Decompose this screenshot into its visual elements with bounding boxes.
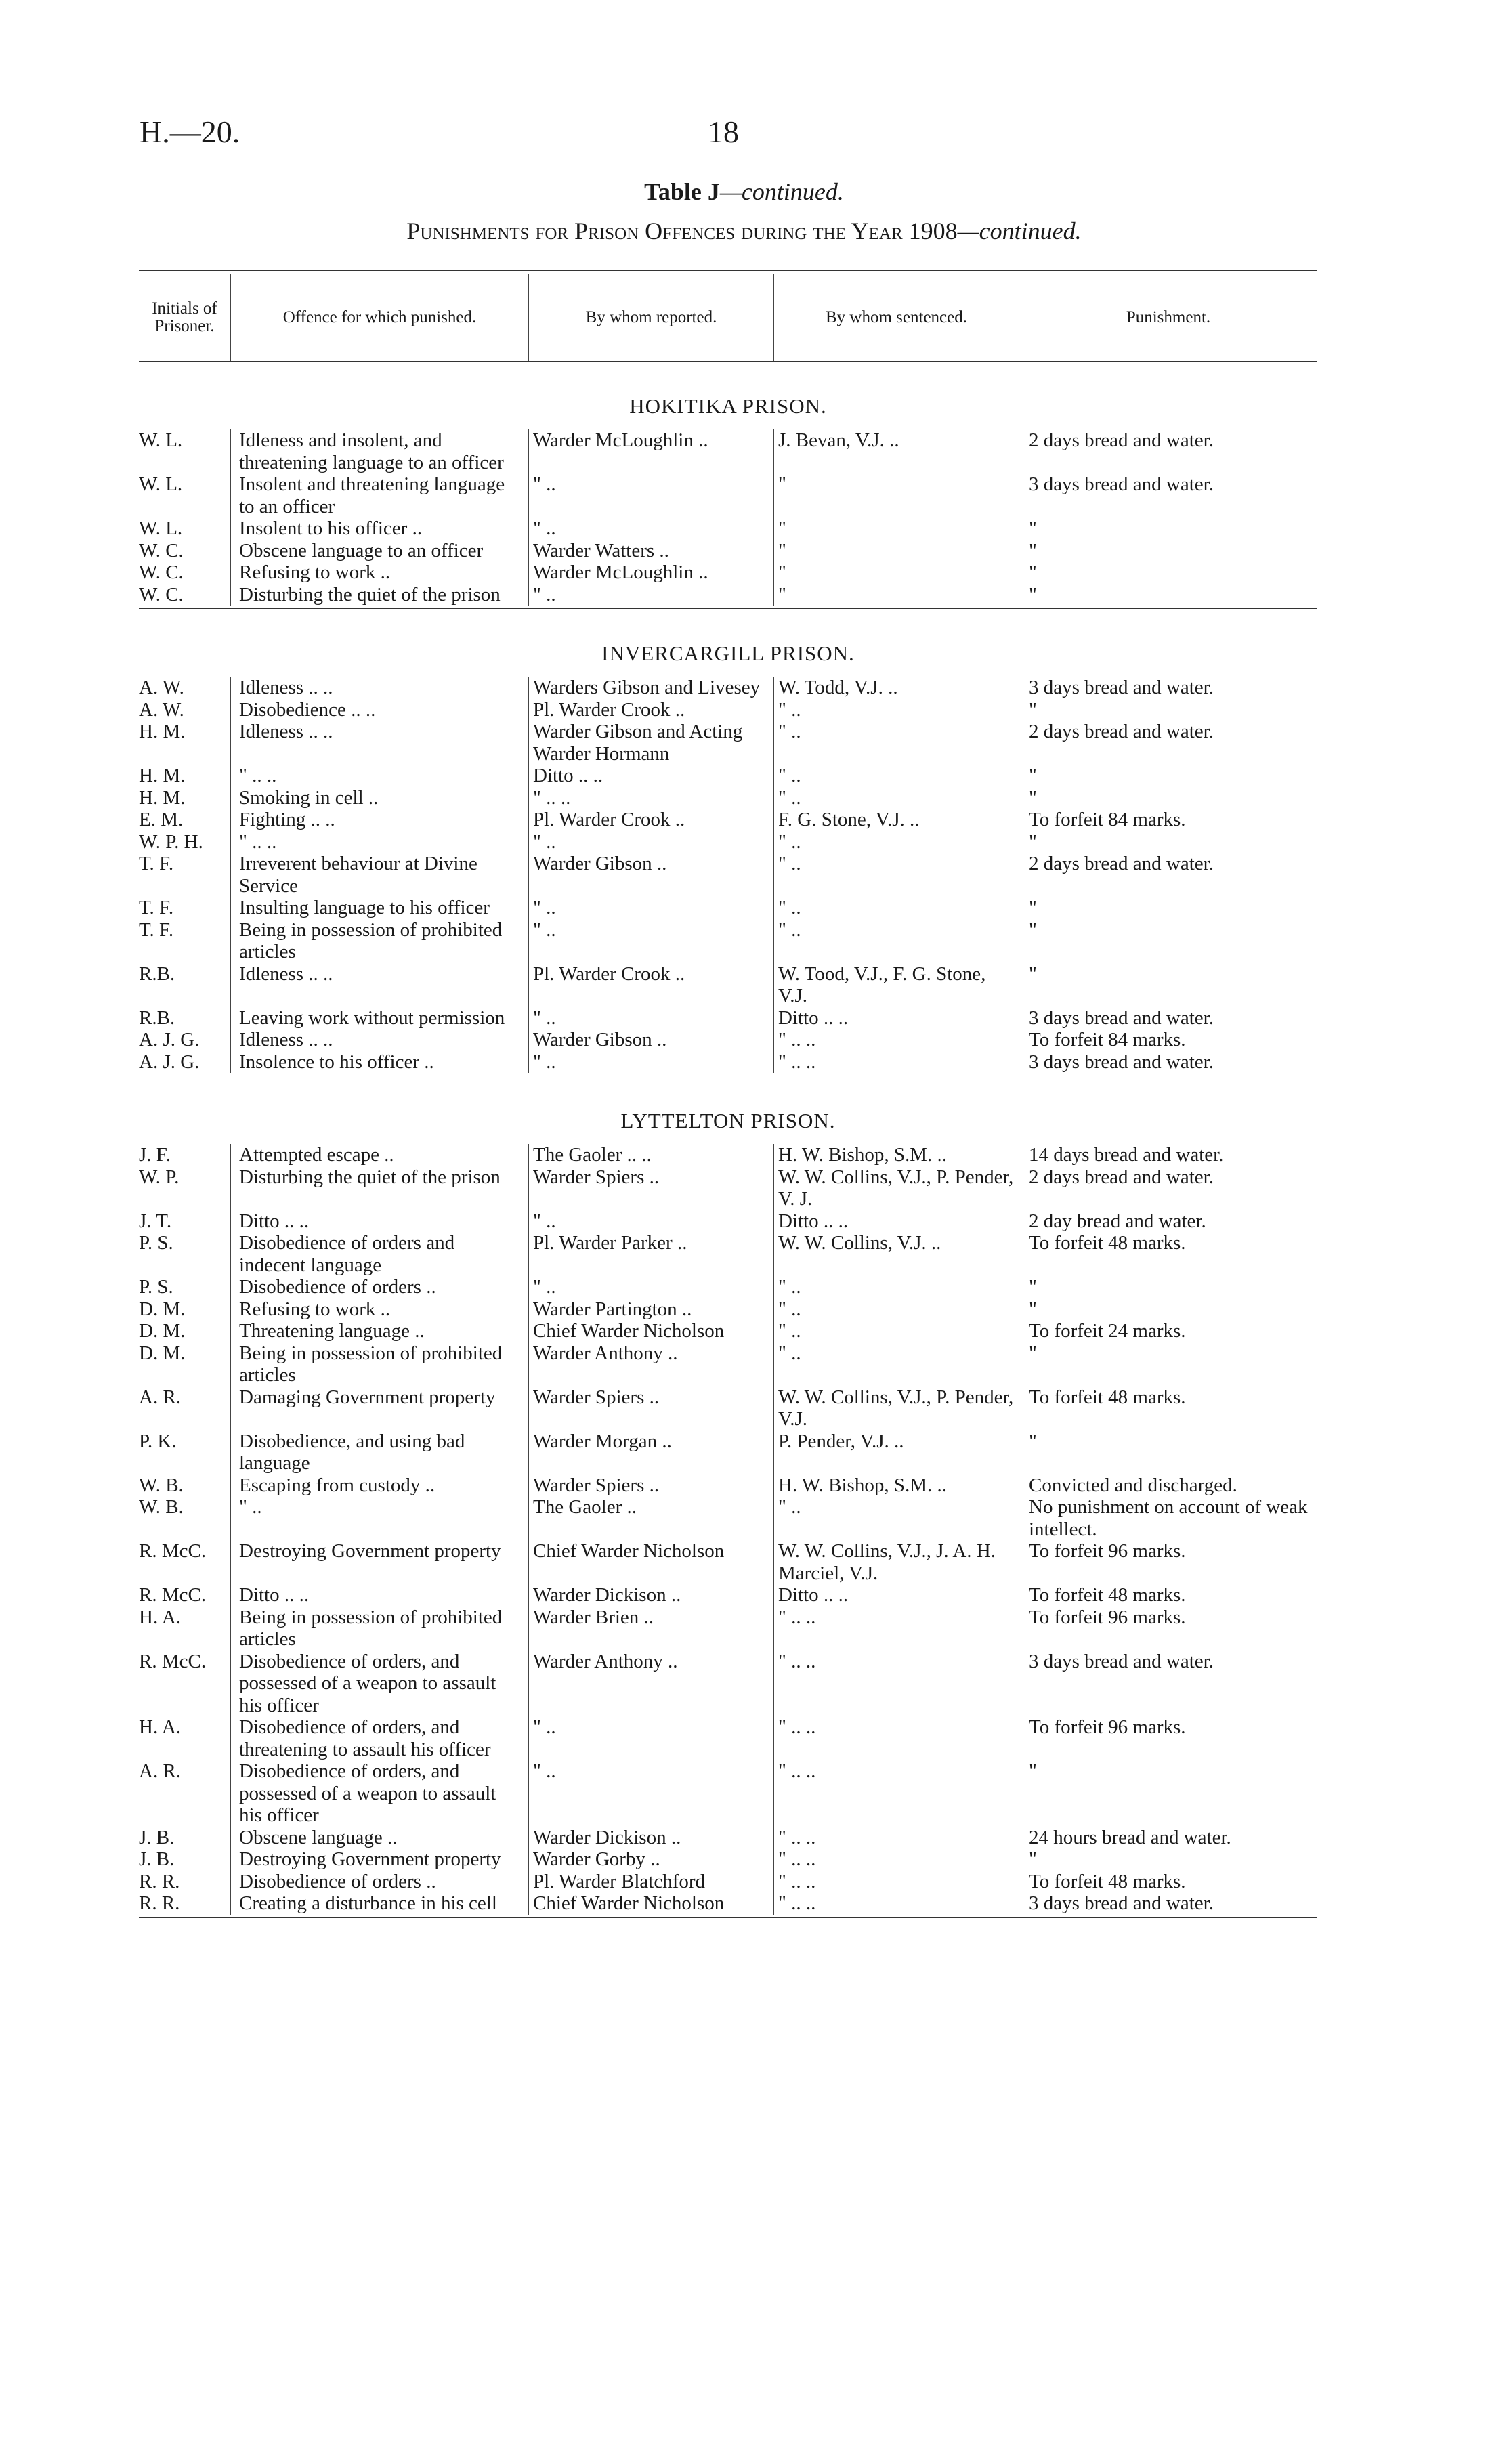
section-title: LYTTELTON PRISON.	[620, 1109, 836, 1132]
cell-punishment: "	[1019, 1430, 1317, 1474]
table-row	[139, 1827, 1317, 1849]
cell-sentenced: W. W. Collins, V.J. ..	[773, 1232, 1019, 1276]
document-reference: H.—20.	[140, 114, 240, 149]
cell-sentenced: Ditto .. ..	[773, 1210, 1019, 1233]
cell-initials: A. R.	[139, 1760, 182, 1782]
cell-initials: R. R.	[139, 1870, 180, 1892]
table-row	[139, 1051, 1317, 1074]
table-row	[139, 1474, 1317, 1497]
cell-punishment: "	[1019, 897, 1317, 919]
cell-offence: Ditto .. ..	[230, 1584, 528, 1607]
cell-offence: Disobedience of orders ..	[230, 1871, 528, 1893]
cell-reported: Chief Warder Nicholson	[528, 1892, 773, 1915]
cell-initials: T. F.	[139, 918, 174, 941]
cell-sentenced: " ..	[773, 1276, 1019, 1298]
cell-reported: " ..	[528, 1051, 773, 1074]
cell-initials: J. F.	[139, 1144, 171, 1166]
table-row	[139, 765, 1317, 787]
table-row	[139, 1848, 1317, 1871]
cell-offence: Insolent and threatening language to an officer	[230, 473, 528, 517]
prison-section	[139, 362, 1317, 609]
cell-punishment: "	[1019, 919, 1317, 963]
table-row	[139, 853, 1317, 897]
cell-reported: Pl. Warder Parker ..	[528, 1232, 773, 1276]
table-row	[139, 1298, 1317, 1321]
cell-offence: Being in possession of prohibited articles	[230, 919, 528, 963]
table-row	[139, 561, 1317, 584]
cell-sentenced: Ditto .. ..	[773, 1007, 1019, 1029]
cell-sentenced: W. W. Collins, V.J., P. Pender, V.J.	[773, 1386, 1019, 1430]
cell-offence: Insolent to his officer ..	[230, 517, 528, 540]
cell-offence: Fighting .. ..	[230, 809, 528, 831]
cell-sentenced: " ..	[773, 853, 1019, 897]
table-row	[139, 1232, 1317, 1276]
table-row	[139, 1320, 1317, 1342]
cell-reported: Chief Warder Nicholson	[528, 1540, 773, 1584]
cell-offence: Disobedience of orders, and possessed of a weapon to assault his officer	[230, 1760, 528, 1827]
cell-offence: Obscene language ..	[230, 1827, 528, 1849]
cell-initials: P. S.	[139, 1276, 173, 1298]
cell-initials: R.B.	[139, 962, 175, 985]
cell-reported: " ..	[528, 473, 773, 517]
section-rows	[139, 1144, 1317, 1915]
cell-initials: R.B.	[139, 1006, 175, 1029]
cell-reported: Warder Anthony ..	[528, 1651, 773, 1717]
cell-offence: Insulting language to his officer	[230, 897, 528, 919]
cell-sentenced: " ..	[773, 1320, 1019, 1342]
cell-reported: " ..	[528, 1007, 773, 1029]
cell-initials: W. P.	[139, 1166, 179, 1188]
cell-sentenced: J. Bevan, V.J. ..	[773, 429, 1019, 473]
cell-sentenced: W. W. Collins, V.J., P. Pender, V. J.	[773, 1166, 1019, 1210]
cell-reported: Warder Gibson and Acting Warder Hormann	[528, 721, 773, 765]
cell-initials: P. K.	[139, 1430, 177, 1452]
cell-initials: T. F.	[139, 897, 174, 918]
cell-offence: Damaging Government property	[230, 1386, 528, 1430]
cell-punishment: "	[1019, 1276, 1317, 1298]
cell-reported: Warder McLoughlin ..	[528, 429, 773, 473]
table-row	[139, 919, 1317, 963]
cell-sentenced: Ditto .. ..	[773, 1584, 1019, 1607]
cell-punishment: To forfeit 48 marks.	[1019, 1232, 1317, 1276]
cell-reported: " ..	[528, 831, 773, 853]
cell-punishment: "	[1019, 765, 1317, 787]
col-initials: Initials of Prisoner.	[152, 299, 217, 335]
column-headers	[139, 274, 1317, 362]
cell-sentenced: " ..	[773, 1496, 1019, 1540]
cell-reported: " ..	[528, 584, 773, 606]
cell-reported: The Gaoler .. ..	[528, 1144, 773, 1166]
cell-offence: Smoking in cell ..	[230, 787, 528, 809]
cell-reported: Warder Anthony ..	[528, 1342, 773, 1386]
table-row	[139, 1276, 1317, 1298]
cell-reported: Warder Gorby ..	[528, 1848, 773, 1871]
cell-sentenced: " .. ..	[773, 1760, 1019, 1827]
cell-punishment: "	[1019, 561, 1317, 584]
cell-sentenced: " .. ..	[773, 1029, 1019, 1051]
cell-offence: Obscene language to an officer	[230, 540, 528, 562]
cell-offence: " .. ..	[230, 831, 528, 853]
cell-offence: Refusing to work ..	[230, 561, 528, 584]
cell-punishment: 2 days bread and water.	[1019, 721, 1317, 765]
cell-sentenced: " ..	[773, 1298, 1019, 1321]
cell-offence: Insolence to his officer ..	[230, 1051, 528, 1074]
cell-punishment: 3 days bread and water.	[1019, 1007, 1317, 1029]
cell-sentenced: " ..	[773, 721, 1019, 765]
cell-punishment: "	[1019, 1342, 1317, 1386]
cell-sentenced: "	[773, 517, 1019, 540]
cell-initials: A. W.	[139, 698, 184, 721]
cell-reported: Warder Gibson ..	[528, 853, 773, 897]
cell-reported: " ..	[528, 1716, 773, 1760]
cell-reported: Warder Dickison ..	[528, 1584, 773, 1607]
cell-reported: Pl. Warder Blatchford	[528, 1871, 773, 1893]
cell-reported: Warder Gibson ..	[528, 1029, 773, 1051]
cell-initials: A. R.	[139, 1386, 182, 1408]
cell-initials: R. McC.	[139, 1650, 207, 1672]
col-reported: By whom reported.	[528, 274, 773, 361]
cell-sentenced: " .. ..	[773, 1651, 1019, 1717]
col-offence: Offence for which punished.	[230, 274, 528, 361]
cell-reported: Pl. Warder Crook ..	[528, 809, 773, 831]
cell-reported: Pl. Warder Crook ..	[528, 963, 773, 1007]
cell-reported: " ..	[528, 1210, 773, 1233]
cell-punishment: 3 days bread and water.	[1019, 677, 1317, 699]
cell-offence: Leaving work without permission	[230, 1007, 528, 1029]
cell-offence: Disobedience of orders, and possessed of a weapon to assault his officer	[230, 1651, 528, 1717]
cell-offence: Disobedience of orders, and threatening to assault his officer	[230, 1716, 528, 1760]
cell-initials: W. C.	[139, 539, 184, 561]
cell-sentenced: " .. ..	[773, 1716, 1019, 1760]
cell-punishment: 2 day bread and water.	[1019, 1210, 1317, 1233]
cell-reported: Pl. Warder Crook ..	[528, 699, 773, 721]
cell-offence: Disturbing the quiet of the prison	[230, 1166, 528, 1210]
cell-punishment: "	[1019, 1298, 1317, 1321]
cell-offence: Idleness .. ..	[230, 677, 528, 699]
cell-punishment: To forfeit 48 marks.	[1019, 1584, 1317, 1607]
table-row	[139, 1651, 1317, 1717]
cell-offence: Idleness .. ..	[230, 1029, 528, 1051]
cell-reported: Warder Brien ..	[528, 1607, 773, 1651]
cell-sentenced: " .. ..	[773, 1892, 1019, 1915]
cell-punishment: "	[1019, 963, 1317, 1007]
cell-reported: Warder Dickison ..	[528, 1827, 773, 1849]
cell-offence: Disturbing the quiet of the prison	[230, 584, 528, 606]
cell-sentenced: " .. ..	[773, 1848, 1019, 1871]
cell-sentenced: " .. ..	[773, 1607, 1019, 1651]
cell-sentenced: "	[773, 540, 1019, 562]
cell-initials: H. M.	[139, 786, 186, 809]
table-row	[139, 1007, 1317, 1029]
cell-punishment: "	[1019, 1760, 1317, 1827]
cell-punishment: 3 days bread and water.	[1019, 1051, 1317, 1074]
prison-section	[139, 1076, 1317, 1918]
table-row	[139, 677, 1317, 699]
cell-punishment: 3 days bread and water.	[1019, 1892, 1317, 1915]
cell-sentenced: " ..	[773, 831, 1019, 853]
cell-initials: D. M.	[139, 1298, 186, 1320]
cell-reported: Chief Warder Nicholson	[528, 1320, 773, 1342]
cell-offence: Escaping from custody ..	[230, 1474, 528, 1497]
table-row	[139, 429, 1317, 473]
cell-offence: Disobedience .. ..	[230, 699, 528, 721]
table-row	[139, 1716, 1317, 1760]
cell-sentenced: "	[773, 473, 1019, 517]
cell-punishment: 3 days bread and water.	[1019, 473, 1317, 517]
cell-sentenced: " ..	[773, 787, 1019, 809]
cell-punishment: 2 days bread and water.	[1019, 429, 1317, 473]
punishments-table	[139, 270, 1317, 1918]
cell-reported: " ..	[528, 517, 773, 540]
cell-punishment: 24 hours bread and water.	[1019, 1827, 1317, 1849]
page-number: 18	[708, 114, 739, 149]
cell-punishment: "	[1019, 699, 1317, 721]
cell-initials: D. M.	[139, 1320, 186, 1342]
cell-sentenced: W. W. Collins, V.J., J. A. H. Marciel, V.J.	[773, 1540, 1019, 1584]
cell-initials: W. L.	[139, 473, 183, 495]
cell-initials: H. A.	[139, 1716, 182, 1738]
cell-sentenced: H. W. Bishop, S.M. ..	[773, 1144, 1019, 1166]
cell-initials: W. L.	[139, 517, 183, 539]
cell-offence: Being in possession of prohibited articles	[230, 1607, 528, 1651]
cell-sentenced: W. Tood, V.J., F. G. Stone, V.J.	[773, 963, 1019, 1007]
cell-reported: Warder McLoughlin ..	[528, 561, 773, 584]
cell-reported: The Gaoler ..	[528, 1496, 773, 1540]
cell-sentenced: " .. ..	[773, 1871, 1019, 1893]
cell-reported: " ..	[528, 1276, 773, 1298]
table-row	[139, 1166, 1317, 1210]
cell-sentenced: " .. ..	[773, 1827, 1019, 1849]
cell-offence: Destroying Government property	[230, 1848, 528, 1871]
cell-initials: R. McC.	[139, 1540, 207, 1562]
cell-sentenced: " ..	[773, 765, 1019, 787]
cell-punishment: To forfeit 84 marks.	[1019, 1029, 1317, 1051]
cell-offence: Threatening language ..	[230, 1320, 528, 1342]
cell-initials: W. P. H.	[139, 830, 203, 853]
cell-initials: A. J. G.	[139, 1029, 200, 1050]
table-row	[139, 1386, 1317, 1430]
col-sentenced: By whom sentenced.	[773, 274, 1019, 361]
cell-initials: D. M.	[139, 1342, 186, 1364]
cell-initials: J. B.	[139, 1826, 175, 1848]
cell-sentenced: "	[773, 561, 1019, 584]
cell-initials: H. A.	[139, 1606, 182, 1628]
cell-punishment: 2 days bread and water.	[1019, 1166, 1317, 1210]
section-title: HOKITIKA PRISON.	[629, 394, 827, 418]
cell-punishment: To forfeit 48 marks.	[1019, 1386, 1317, 1430]
section-rows	[139, 429, 1317, 606]
cell-sentenced: " ..	[773, 1342, 1019, 1386]
cell-punishment: 3 days bread and water.	[1019, 1651, 1317, 1717]
cell-initials: H. M.	[139, 765, 186, 786]
cell-sentenced: P. Pender, V.J. ..	[773, 1430, 1019, 1474]
cell-reported: Warder Partington ..	[528, 1298, 773, 1321]
cell-initials: J. T.	[139, 1210, 172, 1232]
table-row	[139, 1760, 1317, 1827]
cell-initials: P. S.	[139, 1232, 173, 1254]
cell-offence: Idleness .. ..	[230, 963, 528, 1007]
table-subtitle	[0, 217, 1488, 245]
table-row	[139, 517, 1317, 540]
cell-punishment: 2 days bread and water.	[1019, 853, 1317, 897]
table-row	[139, 809, 1317, 831]
cell-punishment: To forfeit 96 marks.	[1019, 1607, 1317, 1651]
cell-initials: W. L.	[139, 429, 183, 451]
table-row	[139, 1029, 1317, 1051]
table-row	[139, 1496, 1317, 1540]
cell-reported: " .. ..	[528, 787, 773, 809]
cell-reported: Warder Spiers ..	[528, 1386, 773, 1430]
table-top-rule	[139, 270, 1317, 274]
table-row	[139, 831, 1317, 853]
cell-offence: " ..	[230, 1496, 528, 1540]
cell-punishment: To forfeit 84 marks.	[1019, 809, 1317, 831]
cell-offence: Disobedience of orders ..	[230, 1276, 528, 1298]
cell-sentenced: "	[773, 584, 1019, 606]
cell-sentenced: " ..	[773, 699, 1019, 721]
table-row	[139, 1540, 1317, 1584]
subtitle-main: Punishments for Prison Offences during the Year 1908	[406, 217, 958, 245]
cell-reported: " ..	[528, 897, 773, 919]
table-row	[139, 963, 1317, 1007]
cell-punishment: "	[1019, 517, 1317, 540]
cell-reported: " ..	[528, 1760, 773, 1827]
cell-offence: Ditto .. ..	[230, 1210, 528, 1233]
table-row	[139, 721, 1317, 765]
table-row	[139, 897, 1317, 919]
table-row	[139, 1342, 1317, 1386]
cell-punishment: No punishment on account of weak intellect.	[1019, 1496, 1317, 1540]
table-row	[139, 540, 1317, 562]
table-row	[139, 1430, 1317, 1474]
cell-offence: " .. ..	[230, 765, 528, 787]
subtitle-suffix: —continued.	[957, 217, 1082, 245]
table-row	[139, 584, 1317, 606]
table-title-suffix: —continued.	[719, 178, 844, 205]
table-row	[139, 1210, 1317, 1233]
table-row	[139, 787, 1317, 809]
table-body	[139, 362, 1317, 1918]
cell-offence: Idleness and insolent, and threatening language to an officer	[230, 429, 528, 473]
cell-punishment: "	[1019, 787, 1317, 809]
cell-initials: W. C.	[139, 583, 184, 606]
cell-punishment: "	[1019, 1848, 1317, 1871]
cell-punishment: To forfeit 96 marks.	[1019, 1540, 1317, 1584]
cell-initials: W. C.	[139, 561, 184, 583]
cell-reported: Ditto .. ..	[528, 765, 773, 787]
table-title-main: Table J	[644, 178, 720, 205]
table-row	[139, 473, 1317, 517]
cell-offence: Disobedience, and using bad language	[230, 1430, 528, 1474]
cell-initials: W. B.	[139, 1496, 184, 1518]
cell-reported: " ..	[528, 919, 773, 963]
prison-section	[139, 609, 1317, 1076]
cell-sentenced: H. W. Bishop, S.M. ..	[773, 1474, 1019, 1497]
cell-initials: H. M.	[139, 721, 186, 742]
cell-punishment: 14 days bread and water.	[1019, 1144, 1317, 1166]
cell-offence: Irreverent behaviour at Divine Service	[230, 853, 528, 897]
section-rule	[139, 1917, 1317, 1918]
cell-punishment: To forfeit 96 marks.	[1019, 1716, 1317, 1760]
cell-sentenced: W. Todd, V.J. ..	[773, 677, 1019, 699]
cell-initials: A. J. G.	[139, 1050, 200, 1073]
cell-sentenced: " ..	[773, 897, 1019, 919]
cell-initials: A. W.	[139, 677, 184, 698]
cell-reported: Warder Spiers ..	[528, 1474, 773, 1497]
cell-sentenced: " ..	[773, 919, 1019, 963]
cell-initials: J. B.	[139, 1848, 175, 1870]
cell-punishment: "	[1019, 540, 1317, 562]
cell-sentenced: " .. ..	[773, 1051, 1019, 1074]
cell-punishment: Convicted and discharged.	[1019, 1474, 1317, 1497]
table-row	[139, 1892, 1317, 1915]
cell-offence: Being in possession of prohibited articles	[230, 1342, 528, 1386]
cell-initials: T. F.	[139, 853, 174, 874]
cell-punishment: To forfeit 24 marks.	[1019, 1320, 1317, 1342]
col-punishment: Punishment.	[1019, 274, 1317, 361]
table-title	[0, 177, 1488, 206]
table-row	[139, 1584, 1317, 1607]
cell-punishment: "	[1019, 584, 1317, 606]
cell-offence: Idleness .. ..	[230, 721, 528, 765]
table-row	[139, 699, 1317, 721]
cell-reported: Warders Gibson and Livesey	[528, 677, 773, 699]
cell-reported: Warder Watters ..	[528, 540, 773, 562]
cell-offence: Creating a disturbance in his cell	[230, 1892, 528, 1915]
section-title: INVERCARGILL PRISON.	[601, 641, 855, 665]
cell-initials: R. McC.	[139, 1584, 207, 1606]
cell-initials: E. M.	[139, 809, 184, 830]
cell-offence: Destroying Government property	[230, 1540, 528, 1584]
section-rows	[139, 677, 1317, 1073]
cell-initials: W. B.	[139, 1474, 184, 1496]
cell-punishment: To forfeit 48 marks.	[1019, 1871, 1317, 1893]
cell-reported: Warder Spiers ..	[528, 1166, 773, 1210]
cell-sentenced: F. G. Stone, V.J. ..	[773, 809, 1019, 831]
cell-reported: Warder Morgan ..	[528, 1430, 773, 1474]
table-row	[139, 1144, 1317, 1166]
cell-punishment: "	[1019, 831, 1317, 853]
cell-initials: R. R.	[139, 1892, 180, 1914]
cell-offence: Attempted escape ..	[230, 1144, 528, 1166]
cell-offence: Disobedience of orders and indecent language	[230, 1232, 528, 1276]
cell-offence: Refusing to work ..	[230, 1298, 528, 1321]
table-row	[139, 1871, 1317, 1893]
table-row	[139, 1607, 1317, 1651]
